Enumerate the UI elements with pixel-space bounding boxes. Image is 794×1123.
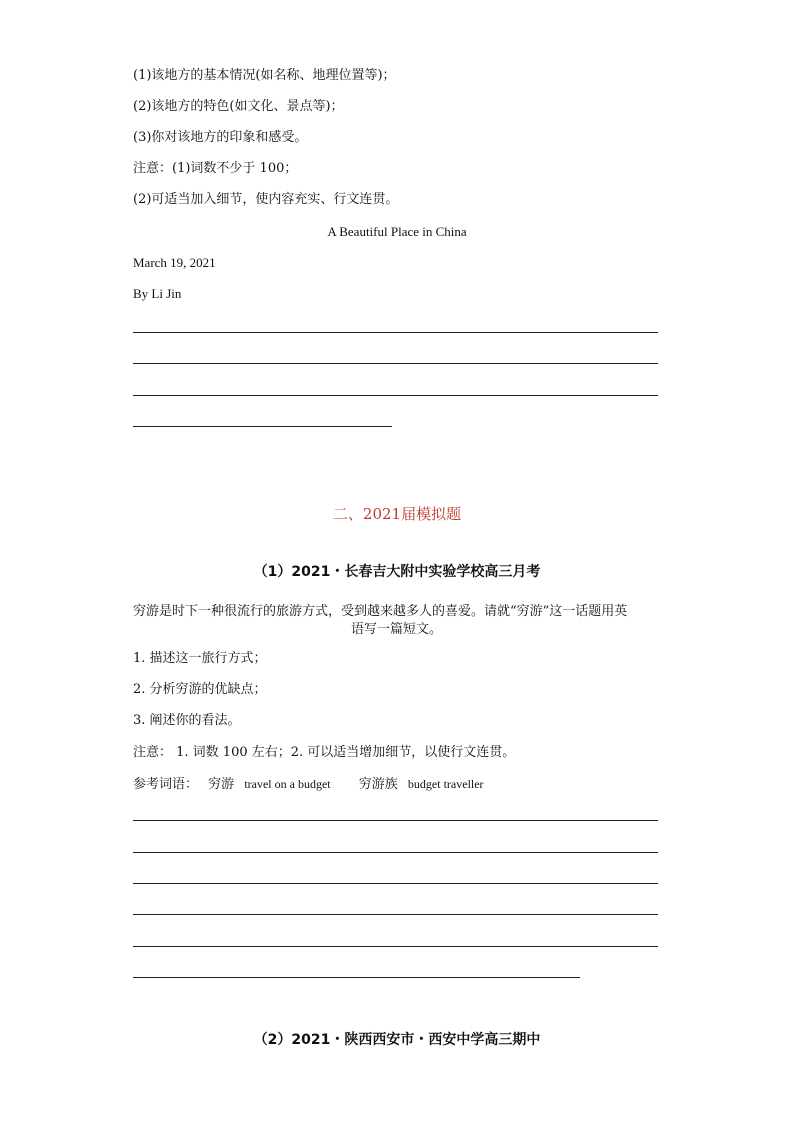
essay-title: A Beautiful Place in China (327, 224, 467, 239)
question-2-title: （2）2021・陕西西安市・西安中学高三期中 (253, 1032, 541, 1048)
question-1-intro-line1: 穷游是时下一种很流行的旅游方式，受到越来越多人的喜爱。请就“穷游”这一话题用英 (133, 604, 628, 619)
note-word-count: 注意：(1)词数不少于 100； (133, 161, 298, 176)
question-1-note: 注意： 1. 词数 100 左右；2. 可以适当增加细节，以使行文连贯。 (133, 745, 516, 760)
essay-date: March 19, 2021 (133, 255, 216, 270)
section-title: 二、2021届模拟题 (332, 505, 462, 523)
reference-word-1-cn: 穷游 (208, 777, 235, 792)
question-1-intro (133, 603, 660, 639)
requirement-item-2: (2)该地方的特色(如文化、景点等)； (133, 99, 344, 114)
reference-word-2-en: budget traveller (407, 777, 484, 791)
answer-line-short (133, 977, 580, 978)
reference-word-2-cn: 穷游族 (358, 777, 398, 792)
answer-line (133, 820, 658, 821)
reference-word-1-en: travel on a budget (244, 777, 331, 791)
reference-words (133, 776, 484, 793)
requirement-item-1: (1)该地方的基本情况(如名称、地理位置等)； (133, 68, 396, 83)
answer-line (133, 946, 658, 947)
essay-author: By Li Jin (133, 286, 182, 301)
answer-line (133, 883, 658, 884)
answer-line (133, 363, 658, 364)
question-1-item-1: 1. 描述这一旅行方式； (133, 651, 267, 666)
answer-line (133, 332, 658, 333)
answer-line (133, 852, 658, 853)
question-1-intro-line2: 语写一篇短文。 (350, 622, 442, 637)
question-1-title: （1）2021・长春吉大附中实验学校高三月考 (253, 564, 541, 580)
note-details: (2)可适当加入细节，使内容充实、行文连贯。 (133, 192, 399, 207)
answer-line (133, 914, 658, 915)
question-1-item-2: 2. 分析穷游的优缺点； (133, 682, 267, 697)
answer-line-short (133, 426, 392, 427)
question-1-item-3: 3. 阐述你的看法。 (133, 713, 241, 728)
requirement-item-3: (3)你对该地方的印象和感受。 (133, 130, 308, 145)
answer-line (133, 395, 658, 396)
reference-label: 参考词语： (133, 777, 199, 792)
